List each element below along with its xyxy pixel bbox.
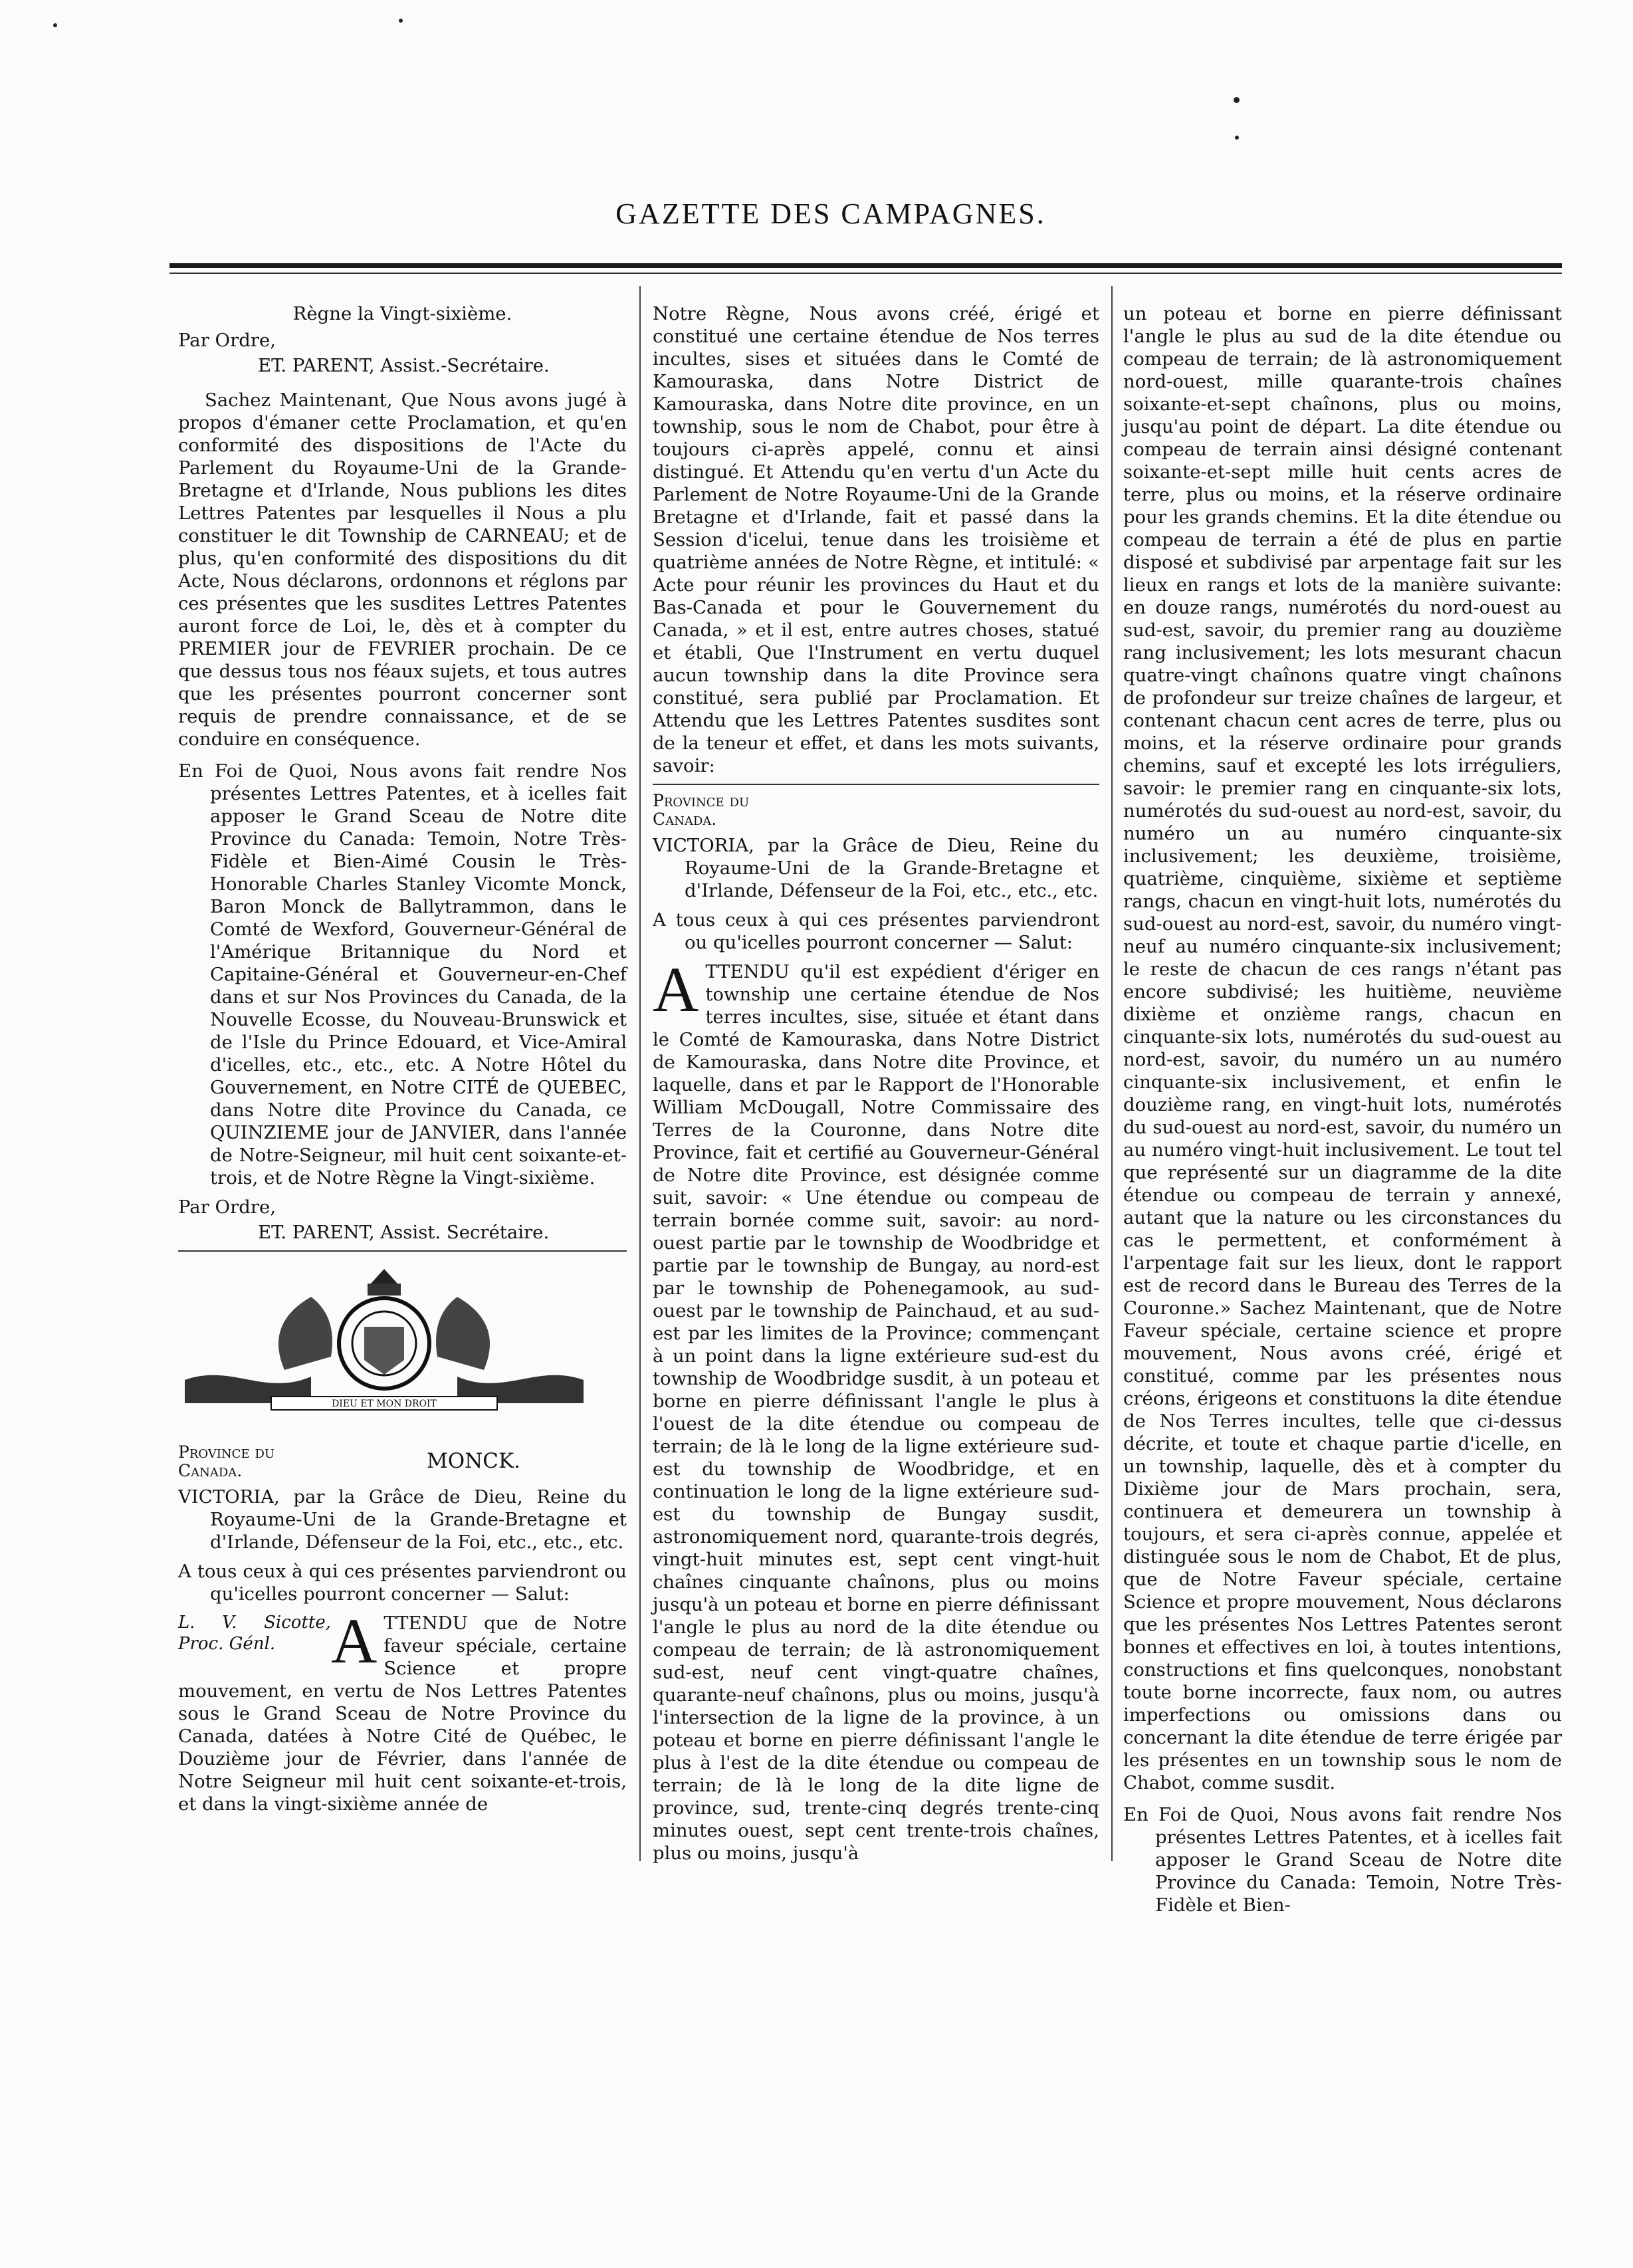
- par-ordre: Par Ordre,: [178, 330, 276, 351]
- paragraph-attendu: TTENDU que de Notre faveur spéciale, certaine Science et propre mouvement, en vertu de Nos Lettres Patentes sous le Grand Sceau de Notre Province du Canada, datées à Notre Cité de Québec, le Douzième jour de Février, dans l'année de Notre Seigneur mil huit cent soixante-et-trois, et dans la vingt-sixième année de: [178, 1613, 627, 1815]
- victoria-title-2: VICTORIA, par la Grâce de Dieu, Reine du Royaume-Uni de la Grande-Bretagne et d'Irlande, Défenseur de la Foi, etc., etc., etc.: [653, 835, 1099, 901]
- paragraph-poteau: un poteau et borne en pierre définissant l'angle le plus au sud de la dite étendue ou compeau de terrain; de là astronomiquement nord-ouest, mille quarante-trois chaînes soixante-et-sept chaînons, plus ou moins, jusqu'au point de départ. La dite étendue ou compeau de terrain ainsi désigné contenant soixante-et-sept mille huit cents acres de terre, plus ou moins, et la réserve ordinaire pour les grands chemins. Et la dite étendue ou compeau de terrain a été de plus en partie disposé et subdivisé par arpentage fait sur les lieux en rangs et lots de la manière suivante: en douze rangs, numérotés du nord-ouest au sud-est, savoir, du premier rang au douzième rang inclusivement; les lots mesurant chacun quatre-vingt chaînons quatre vingt chaînons de profondeur sur treize chaînes de largeur, et contenant chacun cent acres de terre, plus ou moins, et la réserve ordinaire pour grands chemins, sauf et excepté les lots irréguliers, savoir: le premier rang en cinquante-six lots, numérotés du sud-ouest au nord-est, savoir, du numéro un au numéro cinquante-six inclusivement; les deuxième, troisième, quatrième, cinquième, sixième et septième rangs, chacun en vingt-huit lots, numérotés du sud-ouest au nord-est, savoir, du numéro vingt-neuf au numéro cinquante-six inclusivement; le reste de chacun de ces rangs n'étant pas encore subdivisé; les huitième, neuvième dixième et onzième rangs, chacun en cinquante-six lots, numérotés du sud-ouest au nord-est, savoir, du numéro un au numéro cinquante-six inclusivement, et enfin le douzième rang, en vingt-huit lots, numérotés du sud-ouest au nord-est, savoir, du numéro un au numéro vingt-huit inclusivement. Le tout tel que représenté sur un diagramme de la dite étendue ou compeau de terrain y annexé, autant que la nature ou les circonstances du cas le permettent, et conformément à l'arpentage fait sur les lieux, dont le rapport est de record dans le Bureau des Terres de la Couronne.» Sachez Maintenant, que de Notre Faveur spéciale, certaine science et propre mouvement, Nous avons créé, érigé et constitué, comme par les présentes nous créons, érigeons et constituons la dite étendue de Nos Terres incultes, telle que ci-dessus décrite, et toute et chaque partie d'icelle, en un township, laquelle, dès et à compter du Dixième jour de Mars prochain, sera, continuera et demeurera un township à toujours, et sera ci-après connue, appelée et distinguée sous le nom de Chabot, Et de plus, que de Notre Faveur spéciale, certaine Science et propre mouvement, Nous déclarons que les présentes Nos Lettres Patentes seront bonnes et effectives en loi, à toutes intentions, constructions et fins quelconques, nonobstant toute borne incorrecte, faux nom, ou autres imperfections ou omissions dans ou concernant la dite étendue de terre érigée par les présentes en un township sous le nom de Chabot, comme susdit.: [1123, 303, 1562, 1793]
- ink-speck: [1235, 136, 1239, 140]
- crest-motto: DIEU ET MON DROIT: [332, 1399, 437, 1409]
- signature-line-2: ET. PARENT, Assist. Secrétaire.: [258, 1222, 550, 1243]
- header-rule-thick: [169, 263, 1562, 268]
- sicotte-signature: L. V. Sicotte, Proc. Génl.: [178, 1613, 331, 1654]
- drop-cap: A: [331, 1605, 378, 1676]
- ink-speck: [399, 19, 403, 23]
- column-1: [178, 302, 627, 1815]
- drop-cap-2: A: [653, 954, 699, 1025]
- province-header-2: [653, 792, 1099, 829]
- attendu-block: [178, 1605, 627, 1815]
- province-label: [178, 1443, 274, 1480]
- monck-signature: MONCK.: [426, 1449, 520, 1473]
- page-masthead: GAZETTE DES CAMPAGNES.: [615, 197, 1046, 230]
- paragraph-sachez: Sachez Maintenant, Que Nous avons jugé à propos d'émaner cette Proclamation, et qu'en conformité des dispositions de l'Acte du Parlement du Royaume-Uni de la Grande-Bretagne et d'Irlande, Nous publions les dites Lettres Patentes par lesquelles il Nous a plu constituer le dit Township de CARNEAU; et de plus, qu'en conformité des dispositions du dit Acte, Nous déclarons, ordonnons et réglons par ces présentes que les susdites Lettres Patentes auront force de Loi, le, dès et à compter du PREMIER jour de FEVRIER prochain. De ce que dessus tous nos féaux sujets, et tous autres que les présentes pourront concerner sont requis de prendre connaissance, et de se conduire en conséquence.: [178, 390, 627, 750]
- separator-2: [653, 784, 1099, 785]
- attendu-block-2: [653, 954, 1099, 1865]
- signature-line: ET. PARENT, Assist.-Secrétaire.: [258, 355, 550, 376]
- column-2: [653, 302, 1099, 1865]
- paragraph-attendu-2: TTENDU qu'il est expédient d'ériger en township une certaine étendue de Nos terres incultes, sise, située et étant dans le Comté de Kamouraska, dans Notre District de Kamouraska, dans Notre dite Province, et laquelle, dans et par le Rapport de l'Honorable William McDougall, Notre Commissaire des Terres de la Couronne, dans Notre dite Province, fait et certifié au Gouverneur-Général de Notre dite Province, est désignée comme suit, savoir: « Une étendue ou compeau de terrain bornée comme suit, savoir: au nord-ouest partie par le township de Woodbridge et partie par le township de Bungay, au nord-est par le township de Pohenegamook, au sud-ouest par le township de Painchaud, et au sud-est par les limites de la Province; commençant à un point dans la ligne extérieure sud-est du township de Woodbridge susdit, à un poteau et borne en pierre définissant l'angle le plus à l'ouest de la dite étendue ou compeau de terrain; de là le long de la ligne extérieure sud-est du township de Woodbridge, et en continuation le long de la ligne extérieure sud-est du township de Bungay susdit, astronomiquement nord, quarante-trois degrés, vingt-huit minutes est, sept cent vingt-huit chaînes cinquante chaînons, plus ou moins jusqu'à un poteau et borne en pierre définissant l'angle le plus au nord de la dite étendue ou compeau de terrain; de là astronomiquement sud-est, neuf cent vingt-quatre chaînes, quarante-neuf chaînons, plus ou moins, jusqu'à l'intersection de la ligne de la province, à un poteau et borne en pierre définissant l'angle le plus à l'est de la dite étendue ou compeau de terrain; de là le long de la dite ligne de province, sud, trente-cinq degrés trente-cinq minutes ouest, sept cent trente-trois chaînes, plus ou moins, jusqu'à: [653, 961, 1099, 1864]
- province-header: [178, 1443, 627, 1480]
- province-label-2: [653, 792, 749, 829]
- paragraph-en-foi: En Foi de Quoi, Nous avons fait rendre Nos présentes Lettres Patentes, et à icelles fait apposer le Grand Sceau de Notre dite Province du Canada: Temoin, Notre Très-Fidèle et Bien-Aimé Cousin le Très-Honorable Charles Stanley Vicomte Monck, Baron Monck de Ballytrammon, dans le Comté de Wexford, Gouverneur-Général de l'Amérique Britannique du Nord et Capitaine-Général et Gouverneur-en-Chef dans et sur Nos Provinces du Canada, de la Nouvelle Ecosse, du Nouveau-Brunswick et de l'Isle du Prince Edouard, et Vice-Amiral d'icelles, etc., etc., etc. A Notre Hôtel du Gouvernement, en Notre CITÉ de QUEBEC, dans Notre dite Province du Canada, ce QUINZIEME jour de JANVIER, dans l'année de Notre-Seigneur, mil huit cent soixante-et-trois, et de Notre Règne la Vingt-sixième.: [178, 760, 627, 1189]
- column-divider-right: [1111, 286, 1113, 1861]
- paragraph-notre-regne: Notre Règne, Nous avons créé, érigé et constitué une certaine étendue de Nos terres incultes, sises et situées dans le Comté de Kamouraska, dans Notre District de Kamouraska, dans Notre dite province, en un township, sous le nom de Chabot, pour être à toujours ci-après appelé, connu et ainsi distingué. Et Attendu qu'en vertu d'un Acte du Parlement de Notre Royaume-Uni de la Grande Bretagne et d'Irlande, fait et passé dans la Session d'icelui, tenue dans les troisième et quatrième années de Notre Règne, et intitulé: « Acte pour réunir les provinces du Haut et du Bas-Canada et pour le Gouvernement du Canada, » et il est, entre autres choses, statué et établi, Que l'Instrument en vertu duquel aucun township dans la dite Province sera constitué, sera publié par Proclamation. Et Attendu que les Lettres Patentes susdites sont de la teneur et effet, et dans les mots suivants, savoir:: [653, 303, 1099, 776]
- column-divider-left: [639, 286, 641, 1861]
- province-line-2b: Canada.: [653, 810, 717, 829]
- ink-speck: [53, 23, 57, 27]
- a-tous-2: A tous ceux à qui ces présentes parviendront ou qu'icelles pourront concerner — Salut:: [653, 909, 1099, 953]
- royal-coat-of-arms: [178, 1264, 590, 1417]
- victoria-title: VICTORIA, par la Grâce de Dieu, Reine du Royaume-Uni de la Grande-Bretagne et d'Irlande, Défenseur de la Foi, etc., etc., etc.: [178, 1486, 627, 1553]
- a-tous: A tous ceux à qui ces présentes parviendront ou qu'icelles pourront concerner — Salut:: [178, 1561, 627, 1605]
- separator: [178, 1250, 627, 1252]
- province-line-1: Province du: [178, 1442, 275, 1462]
- header-rule-thin: [169, 273, 1562, 274]
- reign-line: Règne la Vingt-sixième.: [292, 303, 512, 324]
- ink-speck: [1234, 97, 1240, 103]
- paragraph-en-foi-3: En Foi de Quoi, Nous avons fait rendre Nos présentes Lettres Patentes, et à icelles fait apposer le Grand Sceau de Notre dite Province du Canada: Temoin, Notre Très-Fidèle et Bien-: [1123, 1804, 1562, 1916]
- column-3: [1123, 302, 1562, 1923]
- province-line-2a: Province du: [653, 791, 750, 810]
- par-ordre-2: Par Ordre,: [178, 1196, 276, 1218]
- province-line-2: Canada.: [178, 1461, 243, 1480]
